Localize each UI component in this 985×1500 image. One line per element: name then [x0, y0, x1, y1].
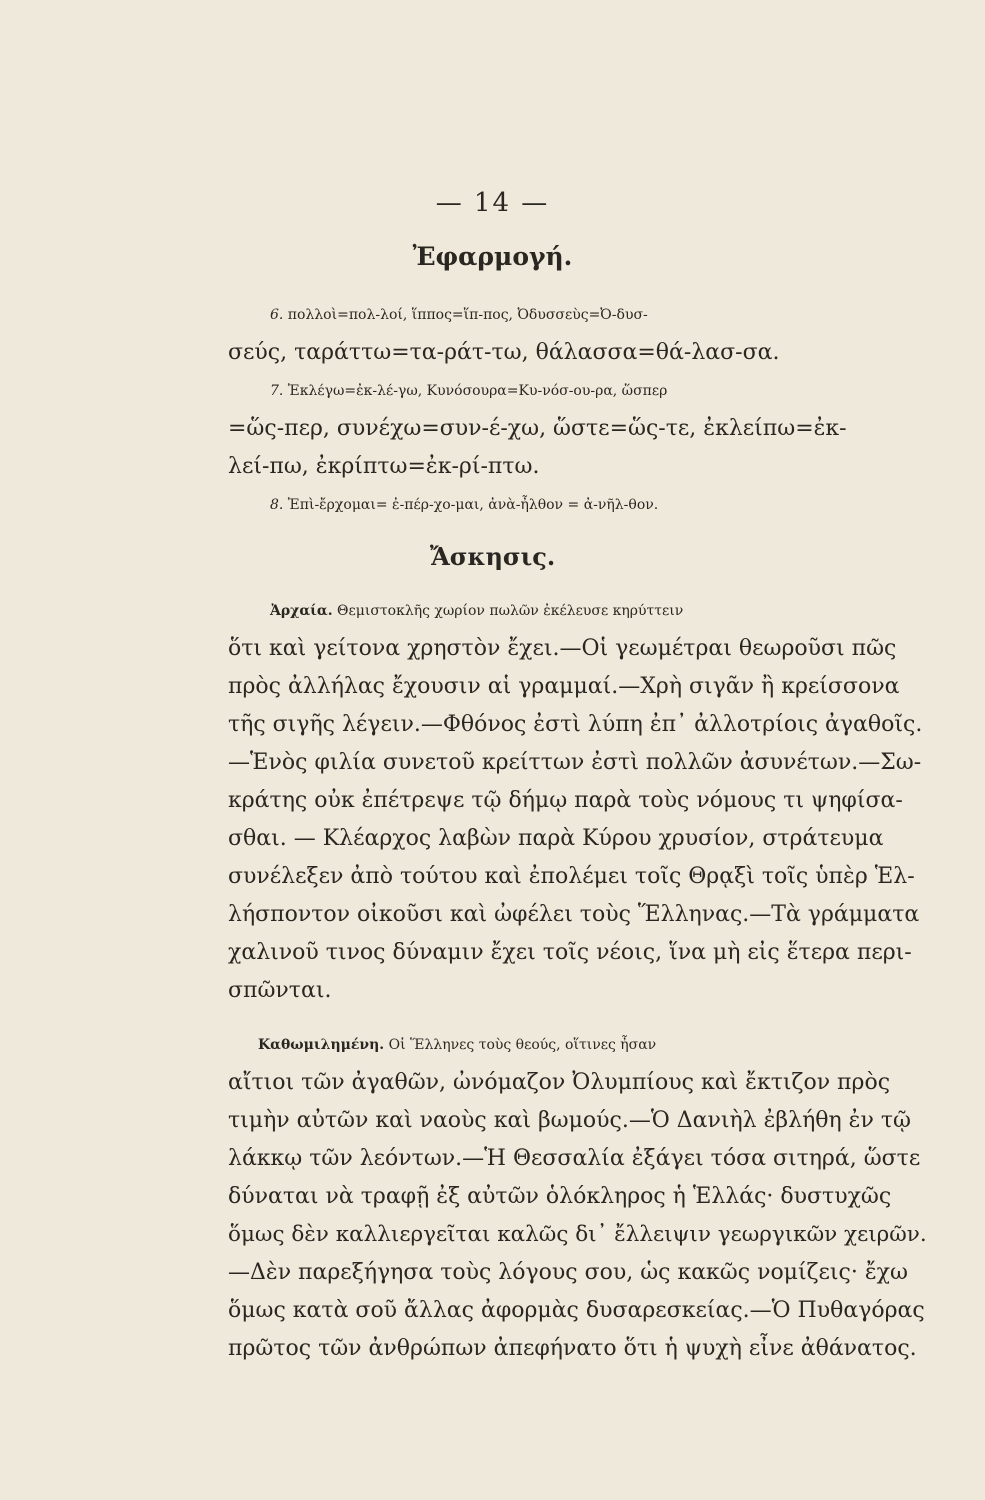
efarmogi-line: λεί-πω, ἐκρίπτω=ἐκ-ρί-πτω. — [228, 454, 540, 479]
kathom-line: λάκκῳ τῶν λεόντων.—Ἡ Θεσσαλία ἐξάγει τόσα σιτηρά, ὥστε — [228, 1146, 921, 1171]
archaia-line: —Ἑνὸς φιλία συνετοῦ κρείττων ἐστὶ πολλῶν ἀσυνέτων.—Σω- — [228, 750, 922, 775]
archaia-line: τῆς σιγῆς λέγειν.—Φθόνος ἐστὶ λύπη ἐπ᾽ ἀλλοτρίοις ἀγαθοῖς. — [228, 712, 923, 737]
kathom-line: ὅμως κατὰ σοῦ ἄλλας ἀφορμὰς δυσαρεσκείας.—Ὁ Πυθαγόρας — [228, 1298, 925, 1323]
efarmogi-line: =ὥς-περ, συνέχω=συν-έ-χω, ὥστε=ὥς-τε, ἐκλείπω=ἐκ- — [228, 416, 847, 441]
efarmogi-line: 7. Ἐκλέγω=ἐκ-λέ-γω, Κυνόσουρα=Κυ-νόσ-ου-ρα, ὥσπερ — [270, 383, 668, 399]
archaia-line: κράτης οὐκ ἐπέτρεψε τῷ δήμῳ παρὰ τοὺς νόμους τι ψηφίσα- — [228, 788, 903, 813]
archaia-line: Ἀρχαία. Θεμιστοκλῆς χωρίον πωλῶν ἐκέλευσε κηρύττειν — [270, 603, 684, 619]
kathom-line: τιμὴν αὐτῶν καὶ ναοὺς καὶ βωμούς.—Ὁ Δανιὴλ ἐβλήθη ἐν τῷ — [228, 1108, 911, 1133]
heading-askisis: Ἄσκησις. — [429, 542, 556, 571]
efarmogi-line: σεύς, ταράττω=τα-ράτ-τω, θάλασσα=θά-λασ-σα. — [228, 340, 780, 365]
archaia-label: Ἀρχαία. — [270, 603, 333, 619]
archaia-line: λήσποντον οἰκοῦσι καὶ ὠφέλει τοὺς Ἕλληνας.—Τὰ γράμματα — [228, 902, 920, 927]
kathom-line: πρῶτος τῶν ἀνθρώπων ἀπεφήνατο ὅτι ἡ ψυχὴ εἶνε ἀθάνατος. — [228, 1336, 917, 1361]
archaia-line: πρὸς ἀλλήλας ἔχουσιν αἱ γραμμαί.—Χρὴ σιγᾶν ἢ κρείσσονα — [228, 674, 900, 699]
archaia-line: σθαι. — Κλέαρχος λαβὼν παρὰ Κύρου χρυσίον, στράτευμα — [228, 826, 884, 851]
heading-efarmogi: Ἐφαρμογή. — [412, 242, 573, 271]
efarmogi-line: 8. Ἐπὶ-ἔρχομαι= ἐ-πέρ-χο-μαι, ἀνὰ-ἦλθον = ἀ-νῆλ-θον. — [270, 497, 659, 513]
kathom-line: ὅμως δὲν καλλιεργεῖται καλῶς δι᾽ ἔλλειψιν γεωργικῶν χειρῶν. — [228, 1222, 927, 1247]
archaia-line: χαλινοῦ τινος δύναμιν ἔχει τοῖς νέοις, ἵνα μὴ εἰς ἕτερα περι- — [228, 940, 912, 965]
kathom-line: —Δὲν παρεξήγησα τοὺς λόγους σου, ὡς κακῶς νομίζεις· ἔχω — [228, 1260, 908, 1285]
kathom-label: Καθωμιλημένη. — [258, 1037, 385, 1053]
archaia-line: σπῶνται. — [228, 978, 332, 1003]
archaia-line: ὅτι καὶ γείτονα χρηστὸν ἔχει.—Οἱ γεωμέτραι θεωροῦσι πῶς — [228, 636, 897, 661]
page-number: — 14 — — [435, 188, 550, 218]
kathom-line: Καθωμιλημένη. Οἱ Ἕλληνες τοὺς θεούς, οἵτινες ἦσαν — [258, 1037, 657, 1053]
kathom-line: αἴτιοι τῶν ἀγαθῶν, ὠνόμαζον Ὀλυμπίους καὶ ἔκτιζον πρὸς — [228, 1070, 891, 1095]
efarmogi-line: 6. πολλοὶ=πολ-λοί, ἵππος=ἵπ-πος, Ὀδυσσεὺς=Ὀ-δυσ- — [270, 307, 648, 323]
kathom-line: δύναται νὰ τραφῇ ἐξ αὐτῶν ὁλόκληρος ἡ Ἑλλάς· δυστυχῶς — [228, 1184, 892, 1209]
archaia-line: συνέλεξεν ἀπὸ τούτου καὶ ἐπολέμει τοῖς Θρᾳξὶ τοῖς ὑπὲρ Ἑλ- — [228, 864, 915, 889]
